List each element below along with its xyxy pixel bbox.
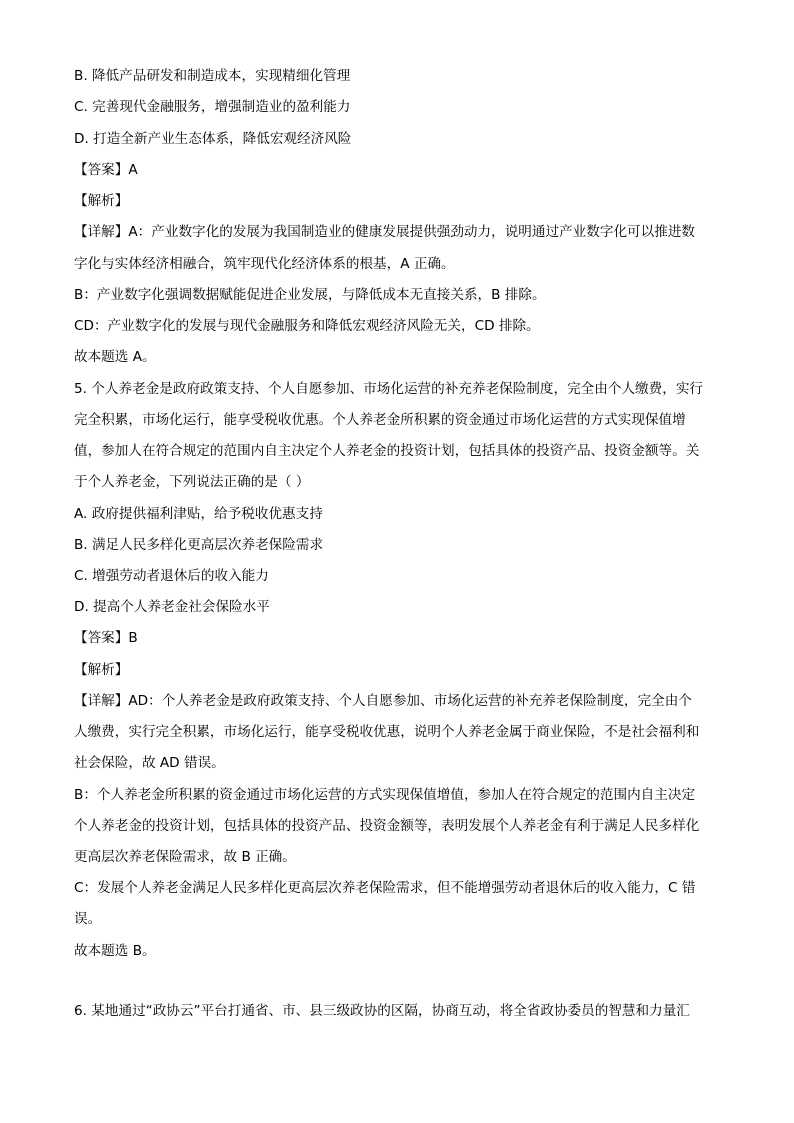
q4-answer: 【答案】A — [74, 162, 138, 178]
q4-detail-line: B：产业数字化强调数据赋能促进企业发展，与降低成本无直接关系，B 排除。 — [74, 287, 546, 303]
q5-stem-line: 值，参加人在符合规定的范围内自主决定个人养老金的投资计划，包括具体的投资产品、投资金额等。关 — [74, 443, 700, 459]
q5-option-a: A. 政府提供福利津贴，给予税收优惠支持 — [74, 506, 323, 522]
q4-option-c: C. 完善现代金融服务，增强制造业的盈利能力 — [74, 99, 351, 115]
q4-option-d: D. 打造全新产业生态体系，降低宏观经济风险 — [74, 131, 352, 147]
q5-conclusion: 故本题选 B。 — [74, 943, 156, 959]
q5-detail-line: B：个人养老金所积累的资金通过市场化运营的方式实现保值增值，参加人在符合规定的范围内自主决定 — [74, 787, 696, 803]
q5-detail-line: 人缴费，实行完全积累，市场化运行，能享受税收优惠，说明个人养老金属于商业保险，不是社会福利和 — [74, 724, 700, 740]
q6-stem-line: 6. 某地通过“政协云”平台打通省、市、县三级政协的区隔，协商互动，将全省政协委员的智慧和力量汇 — [74, 1003, 690, 1019]
q5-option-b: B. 满足人民多样化更高层次养老保险需求 — [74, 537, 324, 553]
q5-detail-line: 社会保险，故 AD 错误。 — [74, 755, 225, 771]
q5-option-d: D. 提高个人养老金社会保险水平 — [74, 599, 270, 615]
q5-stem-line: 5. 个人养老金是政府政策支持、个人自愿参加、市场化运营的补充养老保险制度，完全由个人缴费，实行 — [74, 381, 704, 397]
q5-analysis-label: 【解析】 — [74, 662, 129, 678]
q5-stem-line: 于个人养老金，下列说法正确的是（ ） — [74, 474, 310, 490]
q5-answer: 【答案】B — [74, 630, 138, 646]
q4-analysis-label: 【解析】 — [74, 193, 129, 209]
q4-detail-line: CD：产业数字化的发展与现代金融服务和降低宏观经济风险无关，CD 排除。 — [74, 318, 540, 334]
q4-detail-line: 【详解】A：产业数字化的发展为我国制造业的健康发展提供强劲动力，说明通过产业数字化可以推进数 — [74, 224, 696, 240]
q4-detail-line: 字化与实体经济相融合，筑牢现代化经济体系的根基，A 正确。 — [74, 256, 455, 272]
q5-option-c: C. 增强劳动者退休后的收入能力 — [74, 568, 269, 584]
q5-detail-line: 【详解】AD：个人养老金是政府政策支持、个人自愿参加、市场化运营的补充养老保险制度，完全由个 — [74, 693, 692, 709]
q5-stem-line: 完全积累，市场化运行，能享受税收优惠。个人养老金所积累的资金通过市场化运营的方式实现保值增 — [74, 412, 686, 428]
q4-option-b: B. 降低产品研发和制造成本，实现精细化管理 — [74, 68, 351, 84]
q5-detail-line: 误。 — [74, 911, 102, 927]
q5-detail-line: C：发展个人养老金满足人民多样化更高层次养老保险需求，但不能增强劳动者退休后的收入能力，C 错 — [74, 880, 696, 896]
q5-detail-line: 更高层次养老保险需求，故 B 正确。 — [74, 849, 296, 865]
q4-conclusion: 故本题选 A。 — [74, 349, 156, 365]
q5-detail-line: 个人养老金的投资计划，包括具体的投资产品、投资金额等，表明发展个人养老金有利于满足人民多样化 — [74, 818, 700, 834]
